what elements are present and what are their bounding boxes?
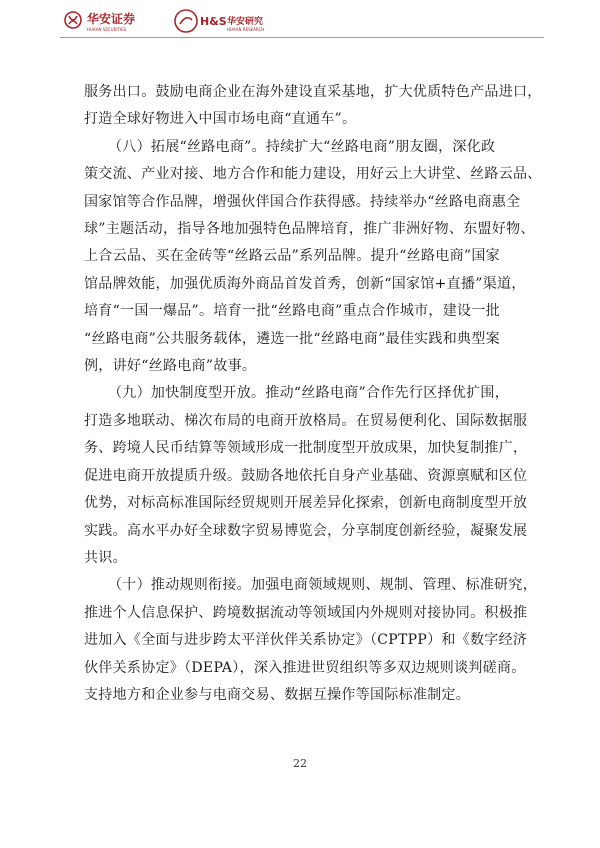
- text-line: 培育“一国一爆品”。培育一批“丝路电商”重点合作城市，建设一批: [84, 303, 500, 320]
- text-line: 务、跨境人民币结算等领域形成一批制度型开放成果，加快复制推广，: [84, 440, 528, 457]
- text-line: 策交流、产业对接、地方合作和能力建设，用好云上大讲堂、丝路云品、: [84, 166, 542, 183]
- document-body: [84, 79, 542, 709]
- text-line: 例，讲好“丝路电商”故事。: [84, 358, 257, 375]
- text-line: 国家馆等合作品牌，增强伙伴国合作获得感。持续举办“丝路电商惠全: [84, 193, 521, 210]
- paragraph-silk-road-ecommerce: [84, 134, 542, 381]
- page-header: [60, 6, 544, 34]
- huaan-securities-logo: [60, 6, 175, 34]
- logo2-subtext: HUAAN RESEARCH: [227, 27, 265, 32]
- header-divider: [60, 37, 544, 38]
- page-number: 22: [293, 757, 307, 770]
- text-line: 共识。: [84, 549, 127, 566]
- text-line: 上合云品、买在金砖等“丝路云品”系列品牌。提升“丝路电商”国家: [84, 248, 500, 265]
- logo1-text: 华安证券: [87, 12, 136, 26]
- text-line: 优势，对标高标准国际经贸规则开展差异化探索，创新电商制度型开放: [84, 495, 528, 512]
- logo2-text: 华安研究: [227, 17, 264, 27]
- text-line: 打造全球好物进入中国市场电商“直通车”。: [84, 111, 357, 128]
- text-line: 打造多地联动、梯次布局的电商开放格局。在贸易便利化、国际数据服: [84, 412, 528, 429]
- text-line: （八）拓展“丝路电商”。持续扩大“丝路电商”朋友圈，深化政: [108, 138, 496, 155]
- text-line: 支持地方和企业参与电商交易、数据互操作等国际标准制定。: [84, 686, 471, 703]
- text-line: 球”主题活动，指导各地加强特色品牌培育，推广非洲好物、东盟好物、: [84, 221, 535, 238]
- text-line: “丝路电商”公共服务载体，遴选一批“丝路电商”最佳实践和典型案: [84, 330, 500, 347]
- paragraph-institutional-opening: [84, 380, 528, 572]
- text-line: 服务出口。鼓励电商企业在海外建设直采基地，扩大优质特色产品进口，: [84, 84, 542, 100]
- text-line: 实践。高水平办好全球数字贸易博览会，分享制度创新经验，凝聚发展: [84, 522, 528, 539]
- text-line: （十）推动规则衔接。加强电商领域规则、规制、管理、标准研究，: [108, 577, 537, 594]
- logo2-mark: H&S: [200, 15, 227, 28]
- paragraph-rules-alignment: [84, 572, 537, 709]
- logo1-subtext: HUAAN SECURITIES: [87, 27, 127, 32]
- text-line: 馆品牌效能，加强优质海外商品首发首秀，创新“国家馆+直播”渠道，: [84, 275, 526, 292]
- text-line: （九）加快制度型开放。推动“丝路电商”合作先行区择优扩围，: [108, 385, 510, 402]
- text-line: 推进个人信息保护、跨境数据流动等领域国内外规则对接协同。积极推: [84, 604, 528, 621]
- text-line: 伙伴关系协定》（DEPA），深入推进世贸组织等多双边规则谈判磋商。: [84, 659, 526, 676]
- text-line: 促进电商开放提质升级。鼓励各地依托自身产业基础、资源禀赋和区位: [84, 467, 528, 484]
- paragraph-continuation: [84, 79, 542, 134]
- huaan-research-logo: [173, 8, 313, 34]
- text-line: 进加入《全面与进步跨太平洋伙伴关系协定》（CPTPP）和《数字经济: [84, 632, 528, 649]
